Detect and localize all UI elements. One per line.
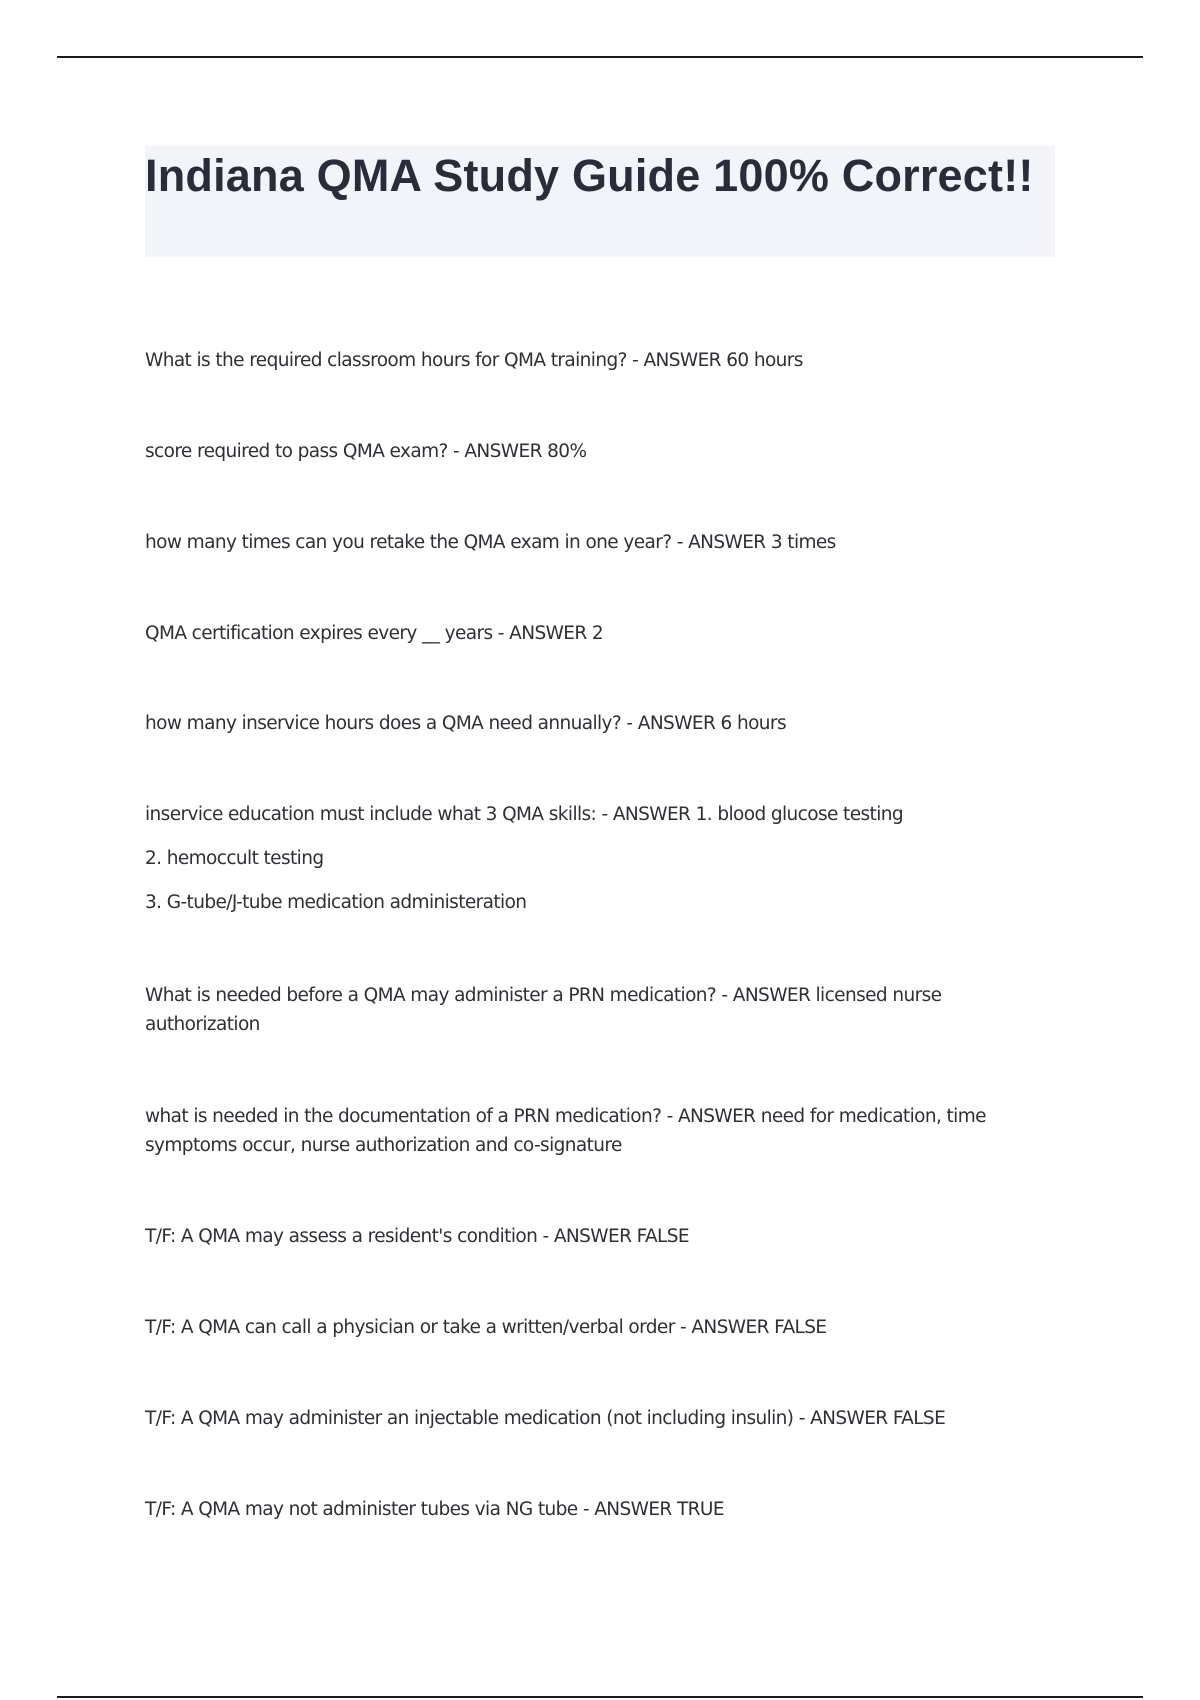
title-banner [145,146,1055,257]
document-title: Indiana QMA Study Guide 100% Correct!! [145,150,1034,201]
bottom-rule [57,1696,1143,1698]
qa-item [145,1495,1045,1524]
qa-item [145,528,1045,557]
qa-item [145,1222,1045,1251]
qa-item [145,437,1045,466]
qa-item [145,981,1045,1039]
qa-item [145,800,1045,917]
qa-text: what is needed in the documentation of a PRN medication? - ANSWER need for medication, time symptoms occur, nurse authorization and co-signature [145,1106,986,1156]
qa-answer-line: 3. G-tube/J-tube medication administeration [145,892,527,913]
qa-text: T/F: A QMA can call a physician or take a written/verbal order - ANSWER FALSE [145,1317,827,1338]
qa-answer-line: 2. hemoccult testing [145,848,324,869]
qa-text: What is needed before a QMA may administer a PRN medication? - ANSWER licensed nurse authorization [145,985,942,1035]
qa-text: QMA certification expires every __ years - ANSWER 2 [145,623,604,644]
qa-text: inservice education must include what 3 QMA skills: - ANSWER 1. blood glucose testing [145,804,903,825]
top-rule [57,56,1143,58]
qa-item [145,1102,1045,1160]
qa-text: T/F: A QMA may assess a resident's condition - ANSWER FALSE [145,1226,689,1247]
qa-text: how many times can you retake the QMA exam in one year? - ANSWER 3 times [145,532,836,553]
qa-item [145,1404,1045,1433]
qa-item [145,1313,1045,1342]
qa-text: score required to pass QMA exam? - ANSWER 80% [145,441,587,462]
qa-text: how many inservice hours does a QMA need annually? - ANSWER 6 hours [145,713,786,734]
qa-text: T/F: A QMA may administer an injectable medication (not including insulin) - ANSWER FALSE [145,1408,946,1429]
qa-item [145,709,1045,738]
qa-text: T/F: A QMA may not administer tubes via NG tube - ANSWER TRUE [145,1499,724,1520]
qa-text: What is the required classroom hours for QMA training? - ANSWER 60 hours [145,350,803,371]
qa-item [145,346,1045,375]
qa-item [145,619,1045,648]
